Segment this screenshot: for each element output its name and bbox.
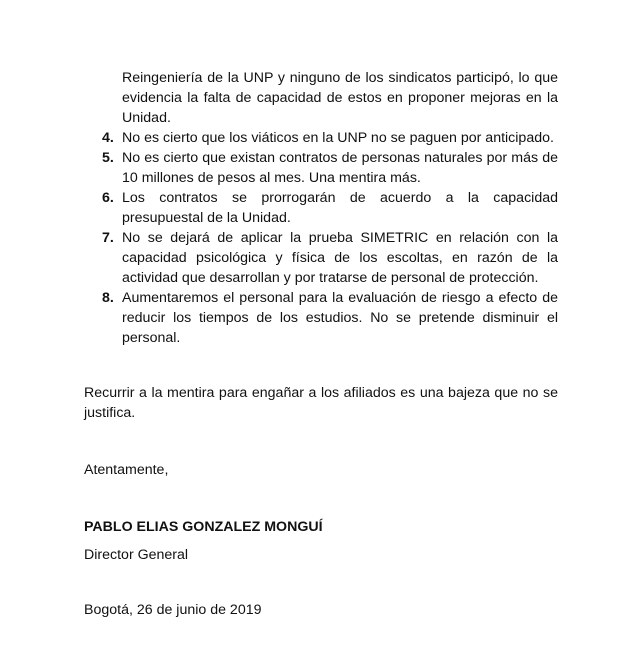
list-item-number: 4. (102, 130, 114, 146)
list-item-text: No es cierto que existan contratos de personas naturales por más de 10 millones de pesos al mes. Una mentira más. (122, 150, 558, 186)
list-item-number: 8. (102, 290, 114, 306)
signer-name: PABLO ELIAS GONZALEZ MONGUÍ (84, 519, 323, 535)
list-continuation-text: Reingeniería de la UNP y ninguno de los sindicatos participó, lo que evidencia la falta de capacidad de estos en proponer mejoras en la Unidad. (122, 70, 558, 126)
list-item (84, 288, 558, 348)
list-item-text: Los contratos se prorrogarán de acuerdo a la capacidad presupuestal de la Unidad. (122, 190, 558, 226)
list-item-text: No es cierto que los viáticos en la UNP no se paguen por anticipado. (122, 130, 554, 146)
date-line: Bogotá, 26 de junio de 2019 (84, 602, 262, 618)
list-item (84, 128, 558, 148)
list-item-number: 5. (102, 150, 114, 166)
closing-paragraph: Recurrir a la mentira para engañar a los afiliados es una bajeza que no se justifica. (84, 385, 558, 421)
list-item-text: Aumentaremos el personal para la evaluación de riesgo a efecto de reducir los tiempos de los estudios. No se pretende disminuir el personal. (122, 290, 558, 346)
list-item (84, 188, 558, 228)
list-item (84, 148, 558, 188)
salutation: Atentamente, (84, 462, 169, 478)
list-item-text: No se dejará de aplicar la prueba SIMETRIC en relación con la capacidad psicológica y física de los escoltas, en razón de la actividad que desarrollan y por tratarse de personal de protección. (122, 230, 558, 286)
list-item (84, 228, 558, 288)
signer-title: Director General (84, 547, 189, 563)
list-item-number: 7. (102, 230, 114, 246)
numbered-list (84, 68, 558, 348)
list-item-number: 6. (102, 190, 114, 206)
